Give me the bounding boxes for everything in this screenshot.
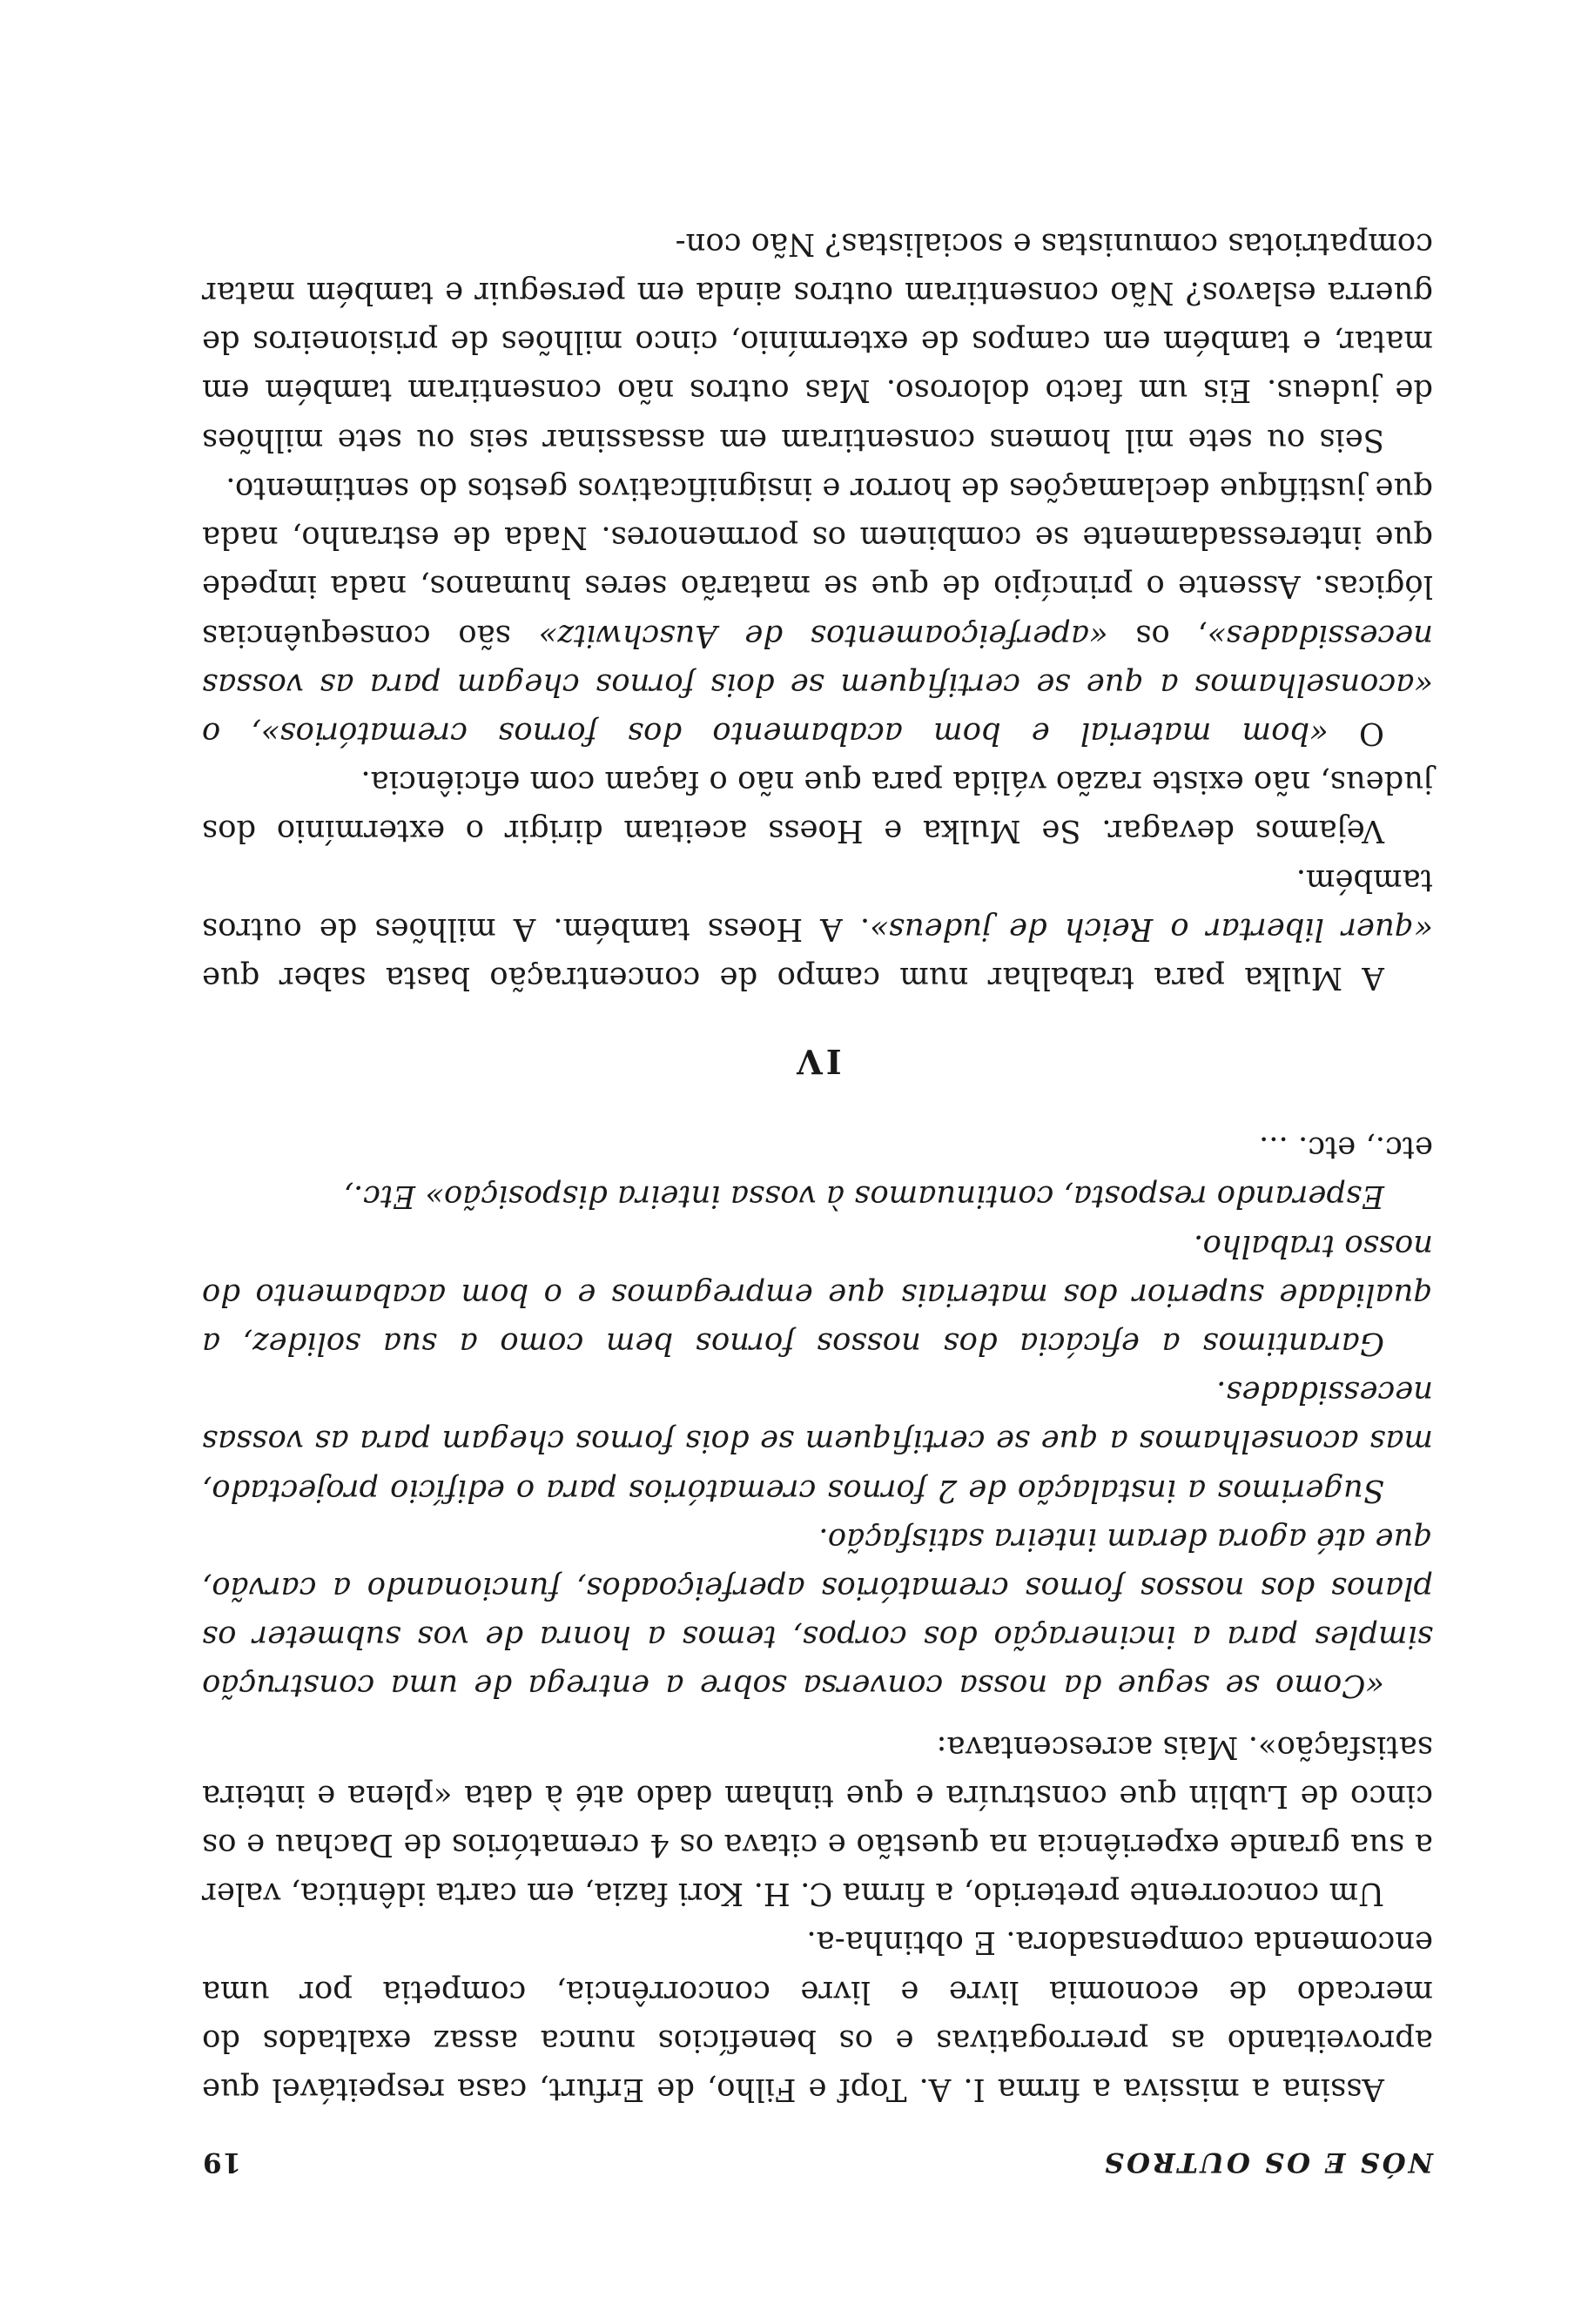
body-text-top [202,1722,1433,2113]
running-title: NÓS E OS OUTROS [1101,2146,1433,2178]
letter-paragraph: «Como se segue da nossa conversa sobre a entrega de uma construção simples para a incineração dos corpos, temos a honra de vos submeter os planos dos nossos fornos crematórios aperfeiçoados, funcionando a carvão, que até agora deram inteira satisfação. [202,1521,1433,1704]
italic-quote: «quer libertar o Reich de judeus» [870,910,1433,947]
body-text-bottom [202,219,1433,1002]
letter-paragraph: Sugerimos a instalação de 2 fornos crematórios para o edifício projectado, mas aconselhamos a que se certifiquem se dois fornos chegam para as vossas necessidades. [202,1374,1433,1508]
section-heading: IV [793,1041,842,1081]
text-run: O [1328,715,1384,751]
text-run: A Mulka para trabalhar num campo de concentração basta saber que [202,959,1384,996]
page-number: 19 [202,2146,242,2178]
paragraph: Seis ou sete mil homens consentiram em assassinar seis ou sete milhões de judeus. Eis um facto doloroso. Mas outros não consentiram também em matar, e também em campos de extermínio, cinco milhões de prisioneiros de guerra eslavos? Não consentiram outros ainda em perseguir e também matar compatriotas comunistas e socialistas? Não con- [202,225,1433,458]
paragraph: Vejamos devagar. Se Mulka e Hoess aceitam dirigir o extermínio dos judeus, não existe razão válida para que não o façam com eficiência. [202,764,1433,850]
paragraph: Assina a missiva a firma I. A. Topf e Filho, de Erfurt, casa respeitável que aproveitando as prerrogativas e os benefícios nunca assaz exaltados do mercado de economia livre e livre concorrência, competia por uma encomenda compensadora. E obtinha-a. [202,1924,1433,2107]
italic-quote: «bom material e bom acabamento dos fornos crematórios», o «aconselhamos a que se certifiquem se dois fornos chegam para as vossas necessidades» [202,617,1433,751]
text-run: . A Hoess também. A milhões de outros também. [202,862,1433,947]
letter-signoff: etc., etc. ... [1259,1130,1433,1166]
paragraph: Um concorrente preterido, a firma C. H. Kori fazia, em carta idêntica, valer a sua grande experiência na questão e citava os 4 crematórios de Dachau e os cinco de Lublin que construíra e que tinham dado até à data «plena e inteira satisfação». Mais acrescentava: [202,1729,1433,1912]
italic-quote: «aperfeiçoamentos de Auschwitz» [538,617,1108,654]
letter-paragraph: Garantimos a eficácia dos nossos fornos bem como a sua solidez, a qualidade superior dos materiais que empregamos e o bom acabamento do nosso trabalho. [202,1227,1433,1361]
text-run: são consequências lógicas. Assente o princípio de que se matarão seres humanos, nada impede que interessadamente se combinem os pormenores. Nada de estranho, nada que justifique declamações de horror e insignificativos gestos do sentimento. [202,470,1433,654]
running-head [202,2146,1433,2178]
quoted-letter [202,1123,1433,1709]
text-run: , os [1107,617,1208,654]
paragraph [202,855,1433,1002]
paragraph [202,464,1433,757]
letter-paragraph: Esperando resposta, continuamos à vossa inteira disposição» Etc., [343,1179,1384,1215]
